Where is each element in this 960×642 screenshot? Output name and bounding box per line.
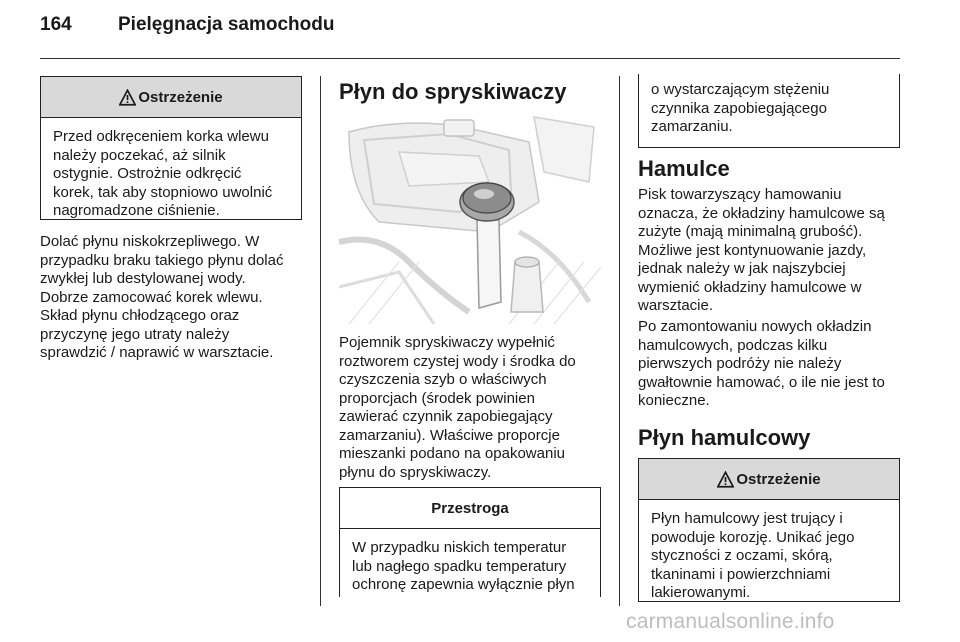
text-line: należy poczekać, aż silnik [53, 146, 226, 164]
washer-fluid-paragraph [339, 334, 609, 482]
text-line: jednak należy w jak najszybciej [638, 260, 846, 277]
caution-box-continued-text [639, 74, 899, 147]
text-line: Przed odkręceniem korka wlewu [53, 128, 269, 145]
text-line: ochronę zapewnia wyłącznie płyn [352, 576, 575, 593]
text-line: korek, tak aby stopniowo uwolnić [53, 183, 273, 201]
washer-reservoir-illustration [339, 112, 601, 324]
warning-box-header [41, 77, 301, 118]
text-line: hamulcowych, podczas kilku [638, 336, 828, 354]
caution-box-continued [638, 74, 900, 148]
text-line: lub nagłego spadku temperatury [352, 557, 567, 575]
caution-box-header [340, 488, 600, 529]
text-line: o wystarczającym stężeniu [651, 81, 830, 98]
text-line: roztworem czystej wody i środka do [339, 352, 576, 370]
page-title: Pielęgnacja samochodu [118, 14, 335, 35]
text-line: zawierać czynnik zapobiegający [339, 408, 553, 425]
washer-fluid-heading: Płyn do spryskiwaczy [339, 79, 567, 104]
header-rule [40, 58, 900, 59]
text-line: wymienić okładziny hamulcowe w [638, 278, 862, 296]
text-line: proporcjach (środek powinien [339, 389, 535, 407]
text-line: Po zamontowaniu nowych okładzin [638, 318, 872, 335]
warning-box-text [639, 500, 899, 613]
text-line: zamarzaniu. [651, 118, 733, 135]
warning-box-title: Ostrzeżenie [138, 88, 223, 106]
watermark: carmanualsonline.info [626, 610, 835, 633]
text-line: pierwszych podróży nie należy [638, 355, 842, 372]
text-line: czynnika zapobiegającego [651, 99, 827, 117]
text-line: zużyte (mają minimalną grubość). [638, 223, 863, 240]
text-line: konieczne. [638, 392, 710, 409]
text-line: przyczynę jego utraty należy [40, 325, 230, 343]
brakes-paragraph-1 [638, 186, 938, 316]
text-line: warsztacie. [638, 297, 714, 314]
text-line: Dolać płynu niskokrzepliwego. W [40, 233, 260, 250]
text-line: powoduje korozję. Unikać jego [651, 528, 855, 546]
text-line: gwałtownie hamować, o ile nie jest to [638, 373, 885, 391]
text-line: zwykłej lub destylowanej wody. [40, 270, 246, 287]
text-line: nagromadzone ciśnienie. [53, 202, 220, 219]
brakes-heading: Hamulce [638, 156, 730, 181]
text-line: zamarzaniu). Właściwe proporcje [339, 426, 560, 444]
text-line: styczności z oczami, skórą, [651, 547, 833, 564]
text-line: przypadku braku takiego płynu dolać [40, 251, 284, 269]
coolant-warning-box [40, 76, 302, 220]
column-divider-right [619, 76, 620, 606]
text-line: Dobrze zamocować korek wlewu. [40, 288, 263, 306]
text-line: czyszczenia szyb o właściwych [339, 371, 547, 388]
page-number: 164 [40, 14, 72, 35]
brake-fluid-warning-box [638, 458, 900, 602]
warning-triangle-icon [717, 471, 734, 488]
text-line: Pojemnik spryskiwaczy wypełnić [339, 334, 555, 351]
warning-box-title: Ostrzeżenie [736, 470, 821, 488]
warning-triangle-icon [119, 89, 136, 106]
caution-box [339, 487, 601, 597]
caution-box-text [340, 529, 600, 605]
text-line: W przypadku niskich temperatur [352, 539, 567, 556]
text-line: Pisk towarzyszący hamowaniu [638, 186, 842, 203]
text-line: płynu do spryskiwaczy. [339, 463, 492, 481]
brake-fluid-heading: Płyn hamulcowy [638, 425, 811, 450]
coolant-paragraph [40, 233, 315, 363]
text-line: mieszanki podano na opakowaniu [339, 445, 565, 462]
text-line: Skład płynu chłodzącego oraz [40, 307, 240, 324]
text-line: sprawdzić / naprawić w warsztacie. [40, 344, 274, 361]
text-line: ostygnie. Ostrożnie odkręcić [53, 165, 242, 182]
caution-box-title: Przestroga [431, 499, 509, 517]
warning-box-header [639, 459, 899, 500]
warning-box-text [41, 118, 301, 231]
brakes-paragraph-2 [638, 318, 938, 411]
text-line: tkaninami i powierzchniami [651, 565, 831, 583]
text-line: Płyn hamulcowy jest trujący i [651, 510, 843, 527]
column-divider-left [320, 76, 321, 606]
text-line: Możliwe jest kontynuowanie jazdy, [638, 241, 867, 259]
text-line: oznacza, że okładziny hamulcowe są [638, 204, 885, 222]
text-line: lakierowanymi. [651, 584, 751, 601]
